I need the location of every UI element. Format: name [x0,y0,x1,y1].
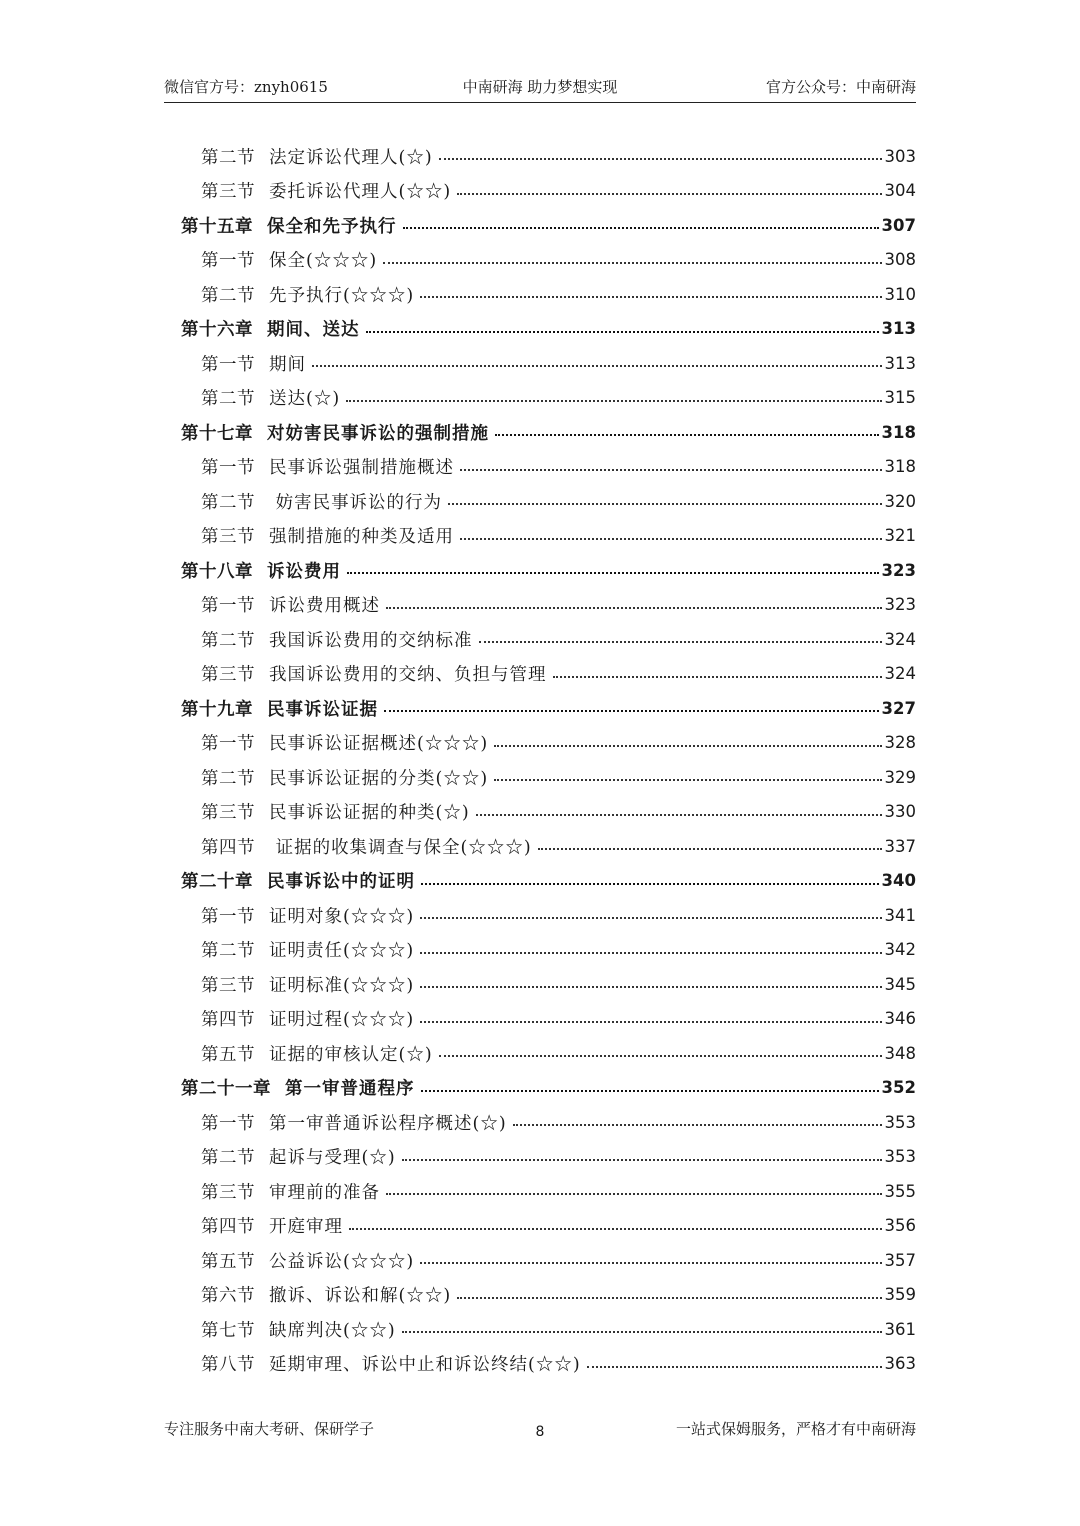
toc-entry-label [201,730,494,755]
dot-leader [448,503,881,505]
toc-entry-number: 第十七章 [181,423,253,444]
toc-section-row[interactable] [164,1278,916,1313]
toc-entry-label [181,868,421,893]
toc-entry-title: 诉讼费用 [267,561,341,582]
toc-section-row[interactable] [164,174,916,209]
toc-entry-page: 323 [881,560,916,580]
toc-entry-number: 第一节 [201,458,255,479]
dot-leader [476,814,882,816]
toc-entry-number: 第一节 [201,906,255,927]
toc-entry-page: 303 [884,146,916,166]
toc-entry-label [201,1110,513,1135]
dot-leader [349,1228,882,1230]
toc-section-row[interactable] [164,1036,916,1071]
toc-entry-title: 送达(☆) [269,389,341,410]
toc-entry-page: 356 [884,1216,916,1236]
toc-entry-number: 第四节 [201,1217,255,1238]
toc-entry-title: 第一审普通诉讼程序概述(☆) [269,1113,507,1134]
toc-section-row[interactable] [164,657,916,692]
toc-entry-number: 第二节 [201,941,255,962]
toc-section-row[interactable] [164,726,916,761]
page-number: 8 [535,1424,545,1440]
toc-entry-page: 337 [884,836,916,856]
toc-entry-label [201,1351,587,1376]
dot-leader [420,917,881,919]
toc-entry-label [201,592,386,617]
toc-entry-number: 第十五章 [181,216,253,237]
toc-entry-number: 第十九章 [181,699,253,720]
toc-entry-page: 361 [884,1319,916,1339]
toc-entry-title: 我国诉讼费用的交纳标准 [269,630,473,651]
dot-leader [457,193,881,195]
toc-entry-number: 第二节 [201,630,255,651]
toc-entry-label [201,1144,402,1169]
toc-entry-label [201,385,346,410]
header-slogan: 中南研海 助力梦想实现 [462,78,618,96]
dot-leader [495,434,879,436]
toc-section-row[interactable] [164,346,916,381]
dot-leader [439,1055,882,1057]
toc-entry-number: 第四节 [201,1010,255,1031]
toc-entry-page: 310 [884,284,916,304]
toc-entry-title: 我国诉讼费用的交纳、负担与管理 [269,665,547,686]
toc-entry-page: 352 [881,1078,916,1098]
toc-section-row[interactable] [164,829,916,864]
footer-right-text: 一站式保姆服务，严格才有中南研海 [675,1420,916,1438]
toc-entry-number: 第一节 [201,734,255,755]
toc-section-row[interactable] [164,933,916,968]
dot-leader [347,572,879,574]
toc-chapter-row[interactable] [164,1071,916,1106]
toc-entry-number: 第十六章 [181,320,253,341]
dot-leader [420,1021,881,1023]
toc-entry-number: 第二节 [201,389,255,410]
footer-left-text: 专注服务中南大考研、保研学子 [164,1420,375,1438]
toc-entry-label [201,765,494,790]
toc-entry-label [181,558,347,583]
toc-entry-title: 委托诉讼代理人(☆☆) [269,182,452,203]
toc-entry-page: 323 [884,595,916,615]
toc-entry-label [181,213,403,238]
toc-entry-number: 第二节 [201,147,255,168]
toc-entry-title: 诉讼费用概述 [269,596,380,617]
dot-leader [384,710,879,712]
toc-entry-page: 308 [884,250,916,270]
toc-entry-page: 304 [884,181,916,201]
dot-leader [553,676,882,678]
toc-entry-label [201,1317,402,1342]
toc-chapter-row[interactable] [164,312,916,347]
toc-entry-page: 318 [884,457,916,477]
dot-leader [420,952,881,954]
toc-entry-label [181,420,495,445]
header-official-account: 官方公众号：中南研海 [765,78,916,96]
page-footer [164,1418,916,1442]
toc-entry-page: 330 [884,802,916,822]
toc-entry-label [201,489,448,514]
toc-entry-title: 开庭审理 [269,1217,343,1238]
toc-section-row[interactable] [164,277,916,312]
dot-leader [421,1090,879,1092]
toc-entry-number: 第一节 [201,1113,255,1134]
toc-entry-page: 353 [884,1112,916,1132]
toc-entry-title: 证据的审核认定(☆) [269,1044,433,1065]
toc-entry-number: 第二节 [201,1148,255,1169]
toc-entry-title: 民事诉讼证据概述(☆☆☆) [269,734,489,755]
toc-entry-label [201,834,538,859]
toc-section-row[interactable] [164,1002,916,1037]
toc-entry-label [201,1179,386,1204]
toc-entry-number: 第二节 [201,285,255,306]
toc-entry-label [201,661,553,686]
toc-entry-page: 357 [884,1250,916,1270]
toc-entry-page: 341 [884,905,916,925]
dot-leader [538,848,882,850]
toc-entry-title: 证明对象(☆☆☆) [269,906,415,927]
toc-entry-page: 340 [881,871,916,891]
toc-entry-title: 撤诉、诉讼和解(☆☆) [269,1286,452,1307]
dot-leader [460,469,882,471]
toc-entry-number: 第三节 [201,1182,255,1203]
toc-entry-title: 强制措施的种类及适用 [269,527,454,548]
toc-section-row[interactable] [164,622,916,657]
toc-section-row[interactable] [164,1312,916,1347]
toc-section-row[interactable] [164,760,916,795]
toc-chapter-row[interactable] [164,415,916,450]
toc-entry-title: 对妨害民事诉讼的强制措施 [267,423,489,444]
toc-entry-title: 公益诉讼(☆☆☆) [269,1251,415,1272]
dot-leader [494,745,881,747]
toc-entry-label [201,1248,420,1273]
toc-chapter-row[interactable] [164,864,916,899]
toc-entry-number: 第一节 [201,596,255,617]
toc-section-row[interactable] [164,381,916,416]
dot-leader [513,1124,882,1126]
dot-leader [402,1159,882,1161]
toc-section-row[interactable] [164,243,916,278]
dot-leader [383,262,881,264]
toc-entry-number: 第五节 [201,1251,255,1272]
toc-entry-label [201,1006,420,1031]
dot-leader [386,1193,882,1195]
toc-entry-number: 第二十一章 [181,1079,271,1100]
table-of-contents [164,139,916,1381]
toc-entry-title: 民事诉讼证据 [267,699,378,720]
toc-entry-number: 第三节 [201,803,255,824]
page-header [164,76,916,100]
header-wechat-id: 微信官方号：znyh0615 [164,78,328,96]
toc-entry-number: 第三节 [201,665,255,686]
toc-section-row[interactable] [164,484,916,519]
toc-entry-page: 313 [884,353,916,373]
toc-entry-label [201,247,383,272]
toc-entry-title: 审理前的准备 [269,1182,380,1203]
toc-entry-number: 第三节 [201,975,255,996]
toc-section-row[interactable] [164,519,916,554]
toc-entry-number: 第七节 [201,1320,255,1341]
toc-entry-label [201,972,420,997]
dot-leader [346,400,881,402]
toc-entry-label [181,1075,421,1100]
dot-leader [403,227,879,229]
dot-leader [460,538,882,540]
toc-entry-page: 359 [884,1285,916,1305]
toc-entry-number: 第二十章 [181,872,253,893]
dot-leader [420,1262,881,1264]
toc-entry-title: 证明标准(☆☆☆) [269,975,415,996]
toc-entry-title: 民事诉讼证据的种类(☆) [269,803,470,824]
toc-entry-page: 328 [884,733,916,753]
dot-leader [420,986,881,988]
toc-section-row[interactable] [164,967,916,1002]
toc-entry-page: 342 [884,940,916,960]
dot-leader [312,365,882,367]
toc-entry-title: 期间 [269,354,306,375]
dot-leader [479,641,882,643]
toc-entry-label [201,282,420,307]
toc-entry-label [201,454,460,479]
toc-entry-label [181,316,366,341]
toc-section-row[interactable] [164,1347,916,1382]
dot-leader [457,1297,881,1299]
toc-entry-page: 324 [884,629,916,649]
toc-entry-page: 320 [884,491,916,511]
toc-entry-label [181,696,384,721]
toc-section-row[interactable] [164,795,916,830]
toc-entry-title: 保全(☆☆☆) [269,251,378,272]
toc-entry-number: 第六节 [201,1286,255,1307]
toc-section-row[interactable] [164,1174,916,1209]
toc-section-row[interactable] [164,1243,916,1278]
toc-entry-label [201,1213,349,1238]
toc-entry-number: 第二节 [201,768,255,789]
toc-entry-number: 第四节 [201,837,255,858]
toc-entry-title: 起诉与受理(☆) [269,1148,396,1169]
toc-entry-page: 345 [884,974,916,994]
toc-entry-label [201,627,479,652]
toc-entry-number: 第五节 [201,1044,255,1065]
toc-entry-label [201,1282,457,1307]
toc-entry-page: 363 [884,1354,916,1374]
toc-entry-label [201,144,439,169]
toc-entry-page: 348 [884,1043,916,1063]
toc-chapter-row[interactable] [164,208,916,243]
toc-entry-label [201,937,420,962]
dot-leader [386,607,882,609]
toc-entry-label [201,178,457,203]
dot-leader [420,296,881,298]
toc-entry-number: 第十八章 [181,561,253,582]
toc-entry-number: 第一节 [201,354,255,375]
toc-section-row[interactable] [164,898,916,933]
toc-entry-title: 证据的收集调查与保全(☆☆☆) [269,837,532,858]
toc-entry-title: 法定诉讼代理人(☆) [269,147,433,168]
toc-entry-page: 315 [884,388,916,408]
toc-entry-page: 324 [884,664,916,684]
toc-entry-page: 321 [884,526,916,546]
toc-entry-number: 第三节 [201,182,255,203]
toc-entry-title: 期间、送达 [267,320,360,341]
toc-section-row[interactable] [164,1209,916,1244]
header-rule [164,102,916,103]
toc-entry-number: 第八节 [201,1355,255,1376]
toc-entry-page: 313 [881,319,916,339]
toc-entry-title: 民事诉讼强制措施概述 [269,458,454,479]
toc-entry-title: 民事诉讼中的证明 [267,872,415,893]
toc-entry-title: 证明责任(☆☆☆) [269,941,415,962]
toc-entry-title: 第一审普通程序 [285,1079,415,1100]
toc-entry-page: 353 [884,1147,916,1167]
dot-leader [439,158,882,160]
toc-entry-title: 延期审理、诉讼中止和诉讼终结(☆☆) [269,1355,581,1376]
toc-entry-label [201,523,460,548]
toc-entry-title: 缺席判决(☆☆) [269,1320,396,1341]
dot-leader [494,779,881,781]
toc-entry-number: 第三节 [201,527,255,548]
toc-chapter-row[interactable] [164,553,916,588]
toc-entry-label [201,1041,439,1066]
toc-entry-label [201,351,312,376]
toc-entry-label [201,799,476,824]
toc-entry-label [201,903,420,928]
dot-leader [366,331,879,333]
toc-entry-title: 证明过程(☆☆☆) [269,1010,415,1031]
toc-entry-title: 先予执行(☆☆☆) [269,285,415,306]
toc-section-row[interactable] [164,1140,916,1175]
toc-entry-page: 329 [884,767,916,787]
toc-entry-title: 保全和先予执行 [267,216,397,237]
toc-section-row[interactable] [164,1105,916,1140]
dot-leader [402,1331,882,1333]
dot-leader [587,1366,882,1368]
toc-entry-number: 第一节 [201,251,255,272]
toc-section-row[interactable] [164,450,916,485]
toc-section-row[interactable] [164,139,916,174]
toc-entry-number: 第二节 [201,492,255,513]
toc-entry-page: 346 [884,1009,916,1029]
toc-entry-title: 民事诉讼证据的分类(☆☆) [269,768,489,789]
toc-section-row[interactable] [164,588,916,623]
toc-entry-page: 327 [881,698,916,718]
toc-chapter-row[interactable] [164,691,916,726]
toc-entry-page: 307 [881,215,916,235]
toc-entry-title: 妨害民事诉讼的行为 [269,492,443,513]
toc-entry-page: 355 [884,1181,916,1201]
dot-leader [421,883,879,885]
toc-entry-page: 318 [881,422,916,442]
